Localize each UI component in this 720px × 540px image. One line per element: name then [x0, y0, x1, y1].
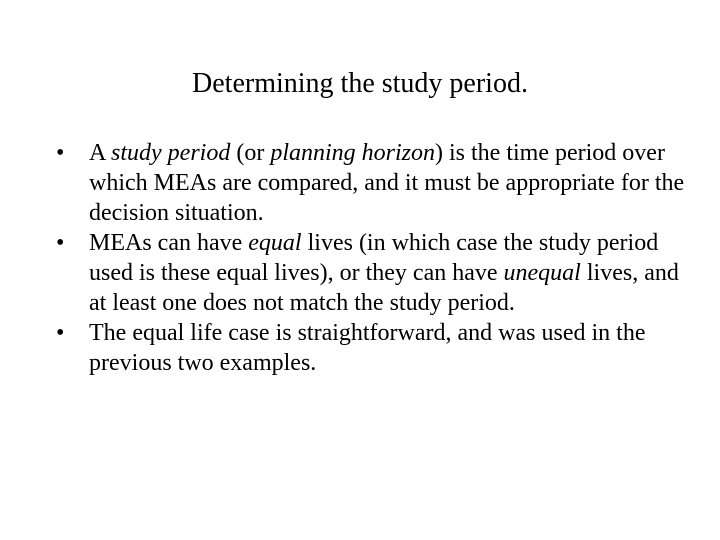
bullet-item: [56, 138, 696, 228]
italic-term: study period: [111, 140, 231, 166]
bullet-list: [56, 138, 696, 378]
text-segment: lives (in which case the study period used is these equal lives), or they can have: [89, 230, 659, 286]
bullet-item: [56, 318, 696, 378]
text-segment: The equal life case is straightforward, and was used in the previous two examples.: [89, 320, 646, 376]
italic-term: unequal: [503, 260, 581, 286]
text-segment: ) is the time period over which MEAs are compared, and it must be appropriate for the decision situation.: [89, 140, 685, 226]
text-segment: A: [89, 140, 112, 166]
text-segment: lives, and at least one does not match the study period.: [89, 260, 679, 316]
bullet-text: [89, 230, 679, 316]
slide-title: Determining the study period.: [192, 68, 528, 99]
bullet-icon: •: [56, 230, 65, 256]
bullet-icon: •: [56, 320, 65, 346]
italic-term: planning horizon: [270, 140, 436, 166]
text-segment: MEAs can have: [89, 230, 249, 256]
bullet-item: [56, 228, 696, 318]
text-segment: (or: [230, 140, 271, 166]
bullet-text: [89, 320, 645, 376]
bullet-text: [89, 140, 684, 226]
italic-term: equal: [248, 230, 302, 256]
bullet-icon: •: [56, 140, 65, 166]
